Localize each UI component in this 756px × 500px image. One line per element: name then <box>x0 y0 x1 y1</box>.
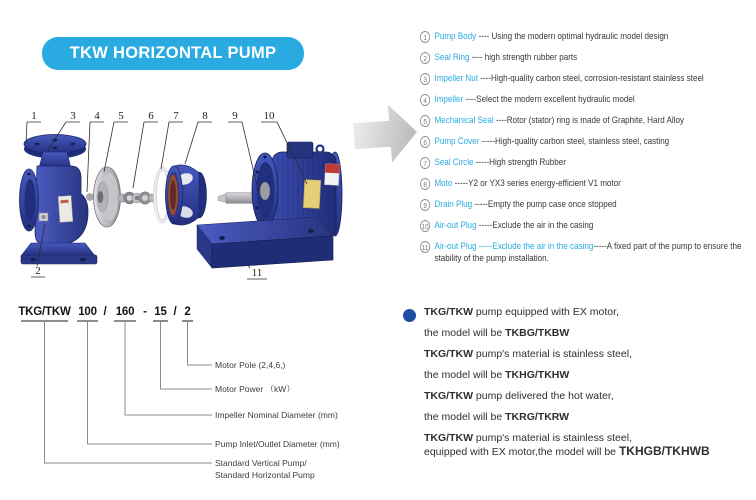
pump-cover <box>166 165 207 225</box>
part-number-5: 5 <box>118 110 124 122</box>
variant-line: the model will be TKRG/TKRW <box>424 411 570 423</box>
label-inlet-outlet-diameter: Pump Inlet/Outlet Diameter (mm) <box>215 439 340 449</box>
model-code-labels <box>215 360 340 480</box>
part-number-badge: 10 <box>421 221 429 231</box>
part-number-badge: 3 <box>420 73 430 85</box>
part-number-4: 4 <box>94 110 100 122</box>
model-separator: / <box>173 306 177 318</box>
part-list-item-5 <box>420 115 756 127</box>
part-number-11: 11 <box>251 267 263 279</box>
part-description: Drain Plug -----Empty the pump case once stopped <box>434 199 617 210</box>
part-description: Mechanical Seal ----Rotor (stator) ring is made of Graphite, Hard Alloy <box>434 115 684 126</box>
model-token-power: 15 <box>154 306 167 318</box>
variant-line: the model will be TKHG/TKHW <box>424 369 570 381</box>
part-description: Seal Circle -----High strength Rubber <box>434 157 566 168</box>
part-number-7: 7 <box>173 110 179 122</box>
part-list-item-6 <box>420 136 756 148</box>
part-description: Impeller ----Select the modern excellent hydraulic model <box>434 94 635 105</box>
part-list-item-1 <box>420 31 756 43</box>
part-number-6: 6 <box>148 110 154 122</box>
bullet-circle-icon <box>403 309 416 322</box>
model-token-inlet: 100 <box>78 306 97 318</box>
label-pump-type-line2: Standard Horizontal Pump <box>215 470 315 480</box>
model-token-series: TKG/TKW <box>18 306 71 318</box>
part-description: Pump Cover -----High-quality carbon steel, stainless steel, casting <box>434 136 670 147</box>
page-title: TKW HORIZONTAL PUMP <box>69 44 277 62</box>
variant-line: the model will be TKBG/TKBW <box>424 327 570 339</box>
part-description: Pump Body ---- Using the modern optimal hydraulic model design <box>434 31 669 42</box>
motor-sticker <box>324 164 339 186</box>
part-description: Air-out Plug -----Exclude the air in the casing-----A fixed part of the pump to ensure the stability of the pump installation. <box>434 241 742 264</box>
part-list-item-10 <box>420 220 756 232</box>
part-description: Air-out Plug -----Exclude the air in the casing <box>434 220 594 231</box>
part-number-badge: 2 <box>420 52 430 64</box>
pump-exploded-diagram <box>15 100 350 290</box>
motor-nameplate <box>303 180 320 209</box>
model-token-pole: 2 <box>184 306 191 318</box>
label-motor-pole: Motor Pole (2,4,6,) <box>215 360 286 370</box>
part-list-item-3 <box>420 73 756 85</box>
part-number-9: 9 <box>232 110 238 122</box>
part-list-item-2 <box>420 52 756 64</box>
part-number-badge: 5 <box>420 115 430 127</box>
part-number-2: 2 <box>35 265 41 277</box>
parts-list <box>420 31 756 274</box>
variant-line: TKG/TKW pump equipped with EX motor, <box>424 306 619 318</box>
part-number-8: 8 <box>202 110 208 122</box>
part-list-item-4 <box>420 94 756 106</box>
model-code-tokens <box>18 306 190 318</box>
part-description: Moto -----Y2 or YX3 series energy-efficient V1 motor <box>434 178 621 189</box>
variant-line: TKG/TKW pump delivered the hot water, <box>424 390 614 402</box>
variant-line: TKG/TKW pump's material is stainless steel, <box>424 432 632 444</box>
part-number-badge: 4 <box>420 94 430 106</box>
model-variant-notes <box>424 306 756 467</box>
part-number-badge: 7 <box>420 157 430 169</box>
part-number-1: 1 <box>31 110 37 122</box>
impeller <box>94 167 121 227</box>
part-number-10: 10 <box>263 110 275 122</box>
model-separator: / <box>103 306 107 318</box>
part-number-badge: 11 <box>421 242 429 252</box>
label-impeller-diameter: Impeller Nominal Diameter (mm) <box>215 410 338 420</box>
part-list-item-7 <box>420 157 756 169</box>
part-number-3: 3 <box>70 110 76 122</box>
part-number-badge: 6 <box>420 136 430 148</box>
part-number-badge: 8 <box>420 178 430 190</box>
part-description: Impeller Nut ----High-quality carbon steel, corrosion-resistant stainless steel <box>434 73 704 84</box>
part-list-item-8 <box>420 178 756 190</box>
part-list-item-9 <box>420 199 756 211</box>
pump-body <box>20 135 98 265</box>
part-number-badge: 1 <box>420 31 430 43</box>
model-code-diagram <box>15 295 355 495</box>
variant-line: equipped with EX motor,the model will be TKHGB/TKHWB <box>424 444 710 458</box>
label-pump-type-line1: Standard Vertical Pump/ <box>215 458 307 468</box>
motor-base <box>197 217 333 268</box>
model-separator: - <box>143 306 147 318</box>
part-number-badge: 9 <box>420 199 430 211</box>
part-list-item-11 <box>420 241 756 265</box>
mechanical-seal <box>118 192 157 204</box>
right-arrow-icon <box>348 96 425 173</box>
part-description: Seal Ring ---- high strength rubber parts <box>434 52 578 63</box>
title-banner <box>42 37 304 70</box>
variant-line: TKG/TKW pump's material is stainless steel, <box>424 348 632 360</box>
model-token-impeller: 160 <box>115 306 135 318</box>
label-motor-power: Motor Power （kW） <box>215 384 295 394</box>
model-code-callout-lines <box>45 322 213 463</box>
